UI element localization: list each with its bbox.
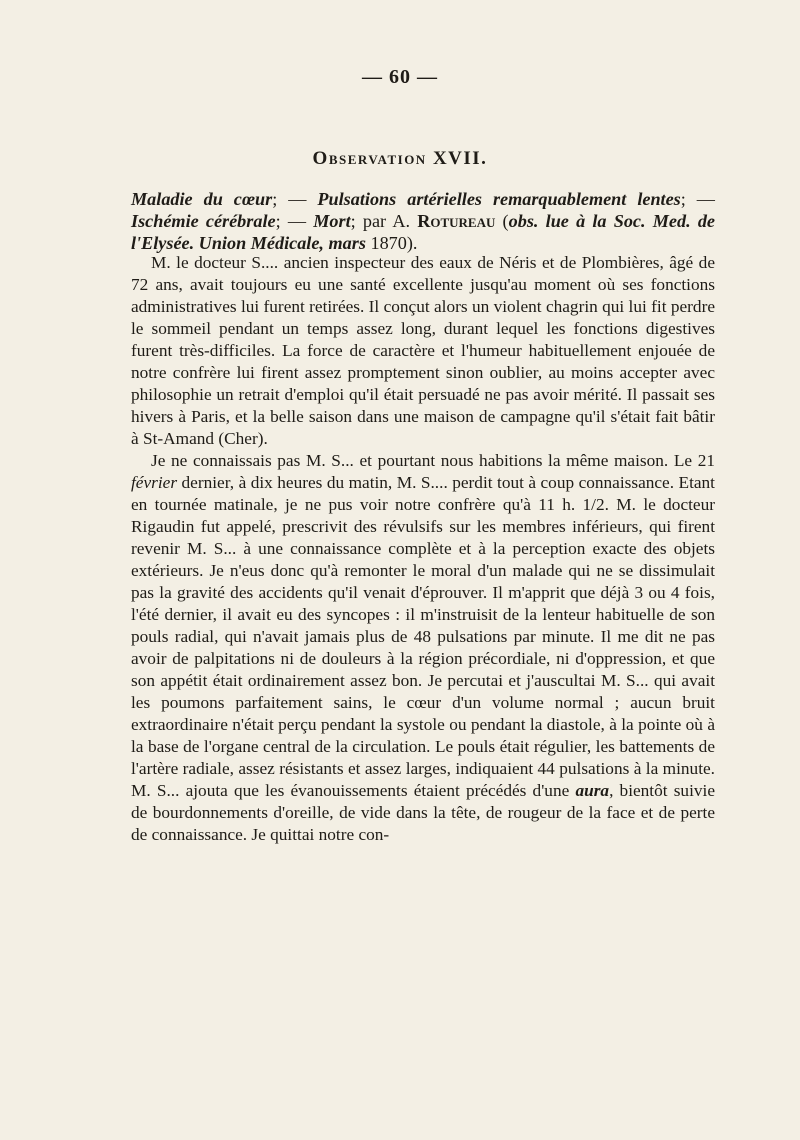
subtitle-pulsations: Pulsations artérielles remarquablement lentes	[317, 189, 681, 209]
subtitle-paren: (	[495, 211, 509, 231]
paragraph-1: M. le docteur S.... ancien inspecteur des eaux de Néris et de Plombières, âgé de 72 ans, avait toujours eu une santé excellente jusqu'au moment où ses fonctions administratives lui furent retirées. Il conçut alors un violent chagrin qui lui fit perdre le sommeil pendant un temps assez long, durant lequel les fonctions digestives furent très-difficiles. La force de caractère et l'humeur habituellement enjouée de notre confrère lui firent assez promptement sinon oublier, au moins accepter avec philosophie un retrait d'emploi qu'il était persuadé ne pas avoir mérité. Il passait ses hivers à Paris, et la belle saison dans une maison de campagne qu'il s'était fait bâtir à St-Amand (Cher).	[131, 253, 715, 448]
subtitle-separator: ; —	[275, 211, 314, 231]
subtitle-year: 1870).	[365, 233, 418, 253]
paragraph-2-aura: aura	[575, 781, 610, 800]
paragraph-2-text-b: dernier, à dix heures du matin, M. S.... perdit tout à coup connaissance. Etant en tournée matinale, je ne pus voir notre confrère qu'à 11 h. 1/2. M. le docteur Rigaudin fut appelé, prescrivit des révulsifs sur les membres inférieurs, qui firent revenir M. S... à une connaissance complète et à la perception exacte des objets extérieurs. Je n'eus donc qu'à remonter le moral d'un malade qui ne se dissimulait pas la gravité des accidents qu'il venait d'éprouver. Il m'apprit que déjà 3 ou 4 fois, l'été dernier, il avait eu des syncopes : il m'instruisit de la lenteur habituelle de son pouls radial, qui n'avait jamais plus de 48 pulsations par minute. Il me dit ne pas avoir de palpitations ni de douleurs à la région précordiale, ni d'oppression, et que son appétit était ordinairement assez bon. Je percutai et j'auscultai M. S... qui avait les poumons parfaitement sains, le cœur d'un volume normal ; aucun bruit extraordinaire n'était perçu pendant la systole ou pendant la diastole, à la pointe où à la base de l'organe central de la circulation. Le pouls était régulier, les battements de l'artère radiale, assez résistants et assez larges, indiquaient 44 pulsations à la minute. M. S... ajouta que les évanouissements étaient précédés d'une	[131, 473, 715, 800]
paragraph-2-text-a: Je ne connaissais pas M. S... et pourtant nous habitions la même maison. Le 21	[151, 451, 715, 470]
observation-body	[131, 252, 715, 846]
subtitle-by: ; par A.	[350, 211, 418, 231]
page-number: — 60 —	[362, 66, 438, 88]
subtitle-author: Rotureau	[417, 211, 496, 231]
observation-title: Observation XVII.	[312, 148, 488, 169]
subtitle-separator: ; —	[272, 189, 318, 209]
paragraph-2-month: février	[131, 473, 178, 492]
subtitle-disease: Maladie du cœur	[131, 189, 273, 209]
subtitle-death: Mort	[313, 211, 351, 231]
paragraph-2-text-c: , bientôt suivie de bourdonnements d'oreille, de vide dans la tête, de rougeur de la face et de perte de connaissance. Je quittai notre con-	[131, 781, 715, 844]
subtitle-ischemia: Ischémie cérébrale	[131, 211, 276, 231]
subtitle-separator: ; —	[680, 189, 715, 209]
subtitle-source: obs. lue à la Soc. Med. de l'Elysée. Union Médicale, mars	[131, 211, 716, 253]
paragraph-2	[131, 450, 715, 846]
observation-subtitle	[131, 188, 715, 254]
